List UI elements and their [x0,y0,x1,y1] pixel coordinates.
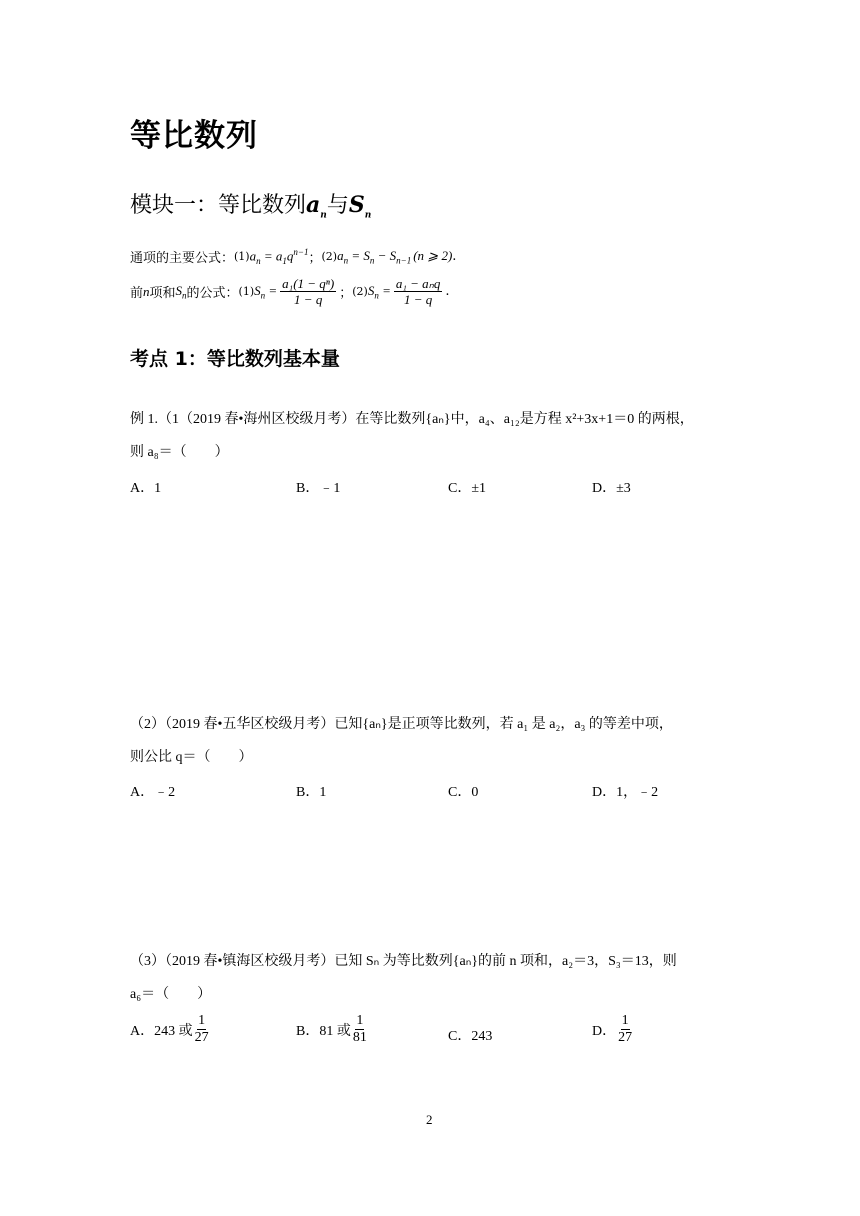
q2-option-a: A．﹣2 [130,785,176,800]
q3-option-a: A．243 或 $\frac{1}{27}$ [130,1013,209,1045]
q2-option-d: D．1，﹣2 [592,785,659,800]
question-1-line1: 例 1.（1（2019 春•海州区校级月考）在等比数列{aₙ}中，a₄、a₁₂是方程 x²+3x+1＝0 的两根， [130,412,694,427]
q3-option-a-fraction: $\frac{1}{27}$ [194,1013,209,1045]
module-heading [130,188,371,220]
q1-option-d: D．±3 [592,481,631,496]
q1-option-a: A．1 [130,481,162,496]
page-title: 等比数列 [130,118,258,154]
question-3-line2: a₆＝（ ） [130,987,212,1002]
formula1-label: 通项的主要公式： [130,251,235,266]
q2-option-b: B．1 [296,785,327,800]
q3-option-d: D． $\frac{1}{27}$ [592,1013,633,1045]
sum-fraction-2: $\frac{\text{a₁ − aₙq}}{1 - q}$ [395,276,441,307]
question-2-line2: 则公比 q＝（ ） [130,750,253,765]
q3-option-b: B．81 或 $\frac{1}{81}$ [296,1013,367,1045]
question-3-line1: （3）（2019 春•镇海区校级月考）已知 Sₙ 为等比数列{aₙ}的前 n 项和，a₂＝3，S₃＝13，则 [130,954,677,969]
q3-option-c: C．243 [448,1029,493,1044]
module-heading-prefix: 模块一：等比数列 [130,193,307,218]
question-1-line2: 则 a₈＝（ ） [130,445,229,460]
module-heading-sn: $S_n$ [348,192,372,221]
q3-option-b-fraction: $\frac{1}{81}$ [352,1013,367,1045]
page-number: 2 [426,1112,433,1127]
sum-fraction-1: $\frac{\text{a₁(1 − qⁿ)}}{1 - q}$ [282,276,335,307]
section-heading: 考点 1：等比数列基本量 [130,348,340,370]
q1-option-b: B．﹣1 [296,481,341,496]
formula-sum: 前 n 项和 $S_n$ 的公式： (1) $S_n$ = $\frac{\text{a₁(1 − qⁿ)}}{1 - q}$ ； (2) $S_n$ = $\frac{\text{a₁ − aₙq}}{1 - q}$ . [130,276,450,307]
q2-option-c: C．0 [448,785,479,800]
module-heading-an: $a_n$ [306,192,327,221]
formula-general-term: 通项的主要公式： (1) $a_n = a_1q^{n-1}$ ； (2) $a_n = S_n - S_{n-1}$ (n ⩾ 2) . [130,247,457,266]
question-2-line1: （2）（2019 春•五华区校级月考）已知{aₙ}是正项等比数列，若 a₁ 是 a₂，a₃ 的等差中项， [130,717,673,732]
q3-option-d-fraction: $\frac{1}{27}$ [618,1013,633,1045]
q1-option-c: C．±1 [448,481,487,496]
module-heading-mid: 与 [326,193,349,218]
